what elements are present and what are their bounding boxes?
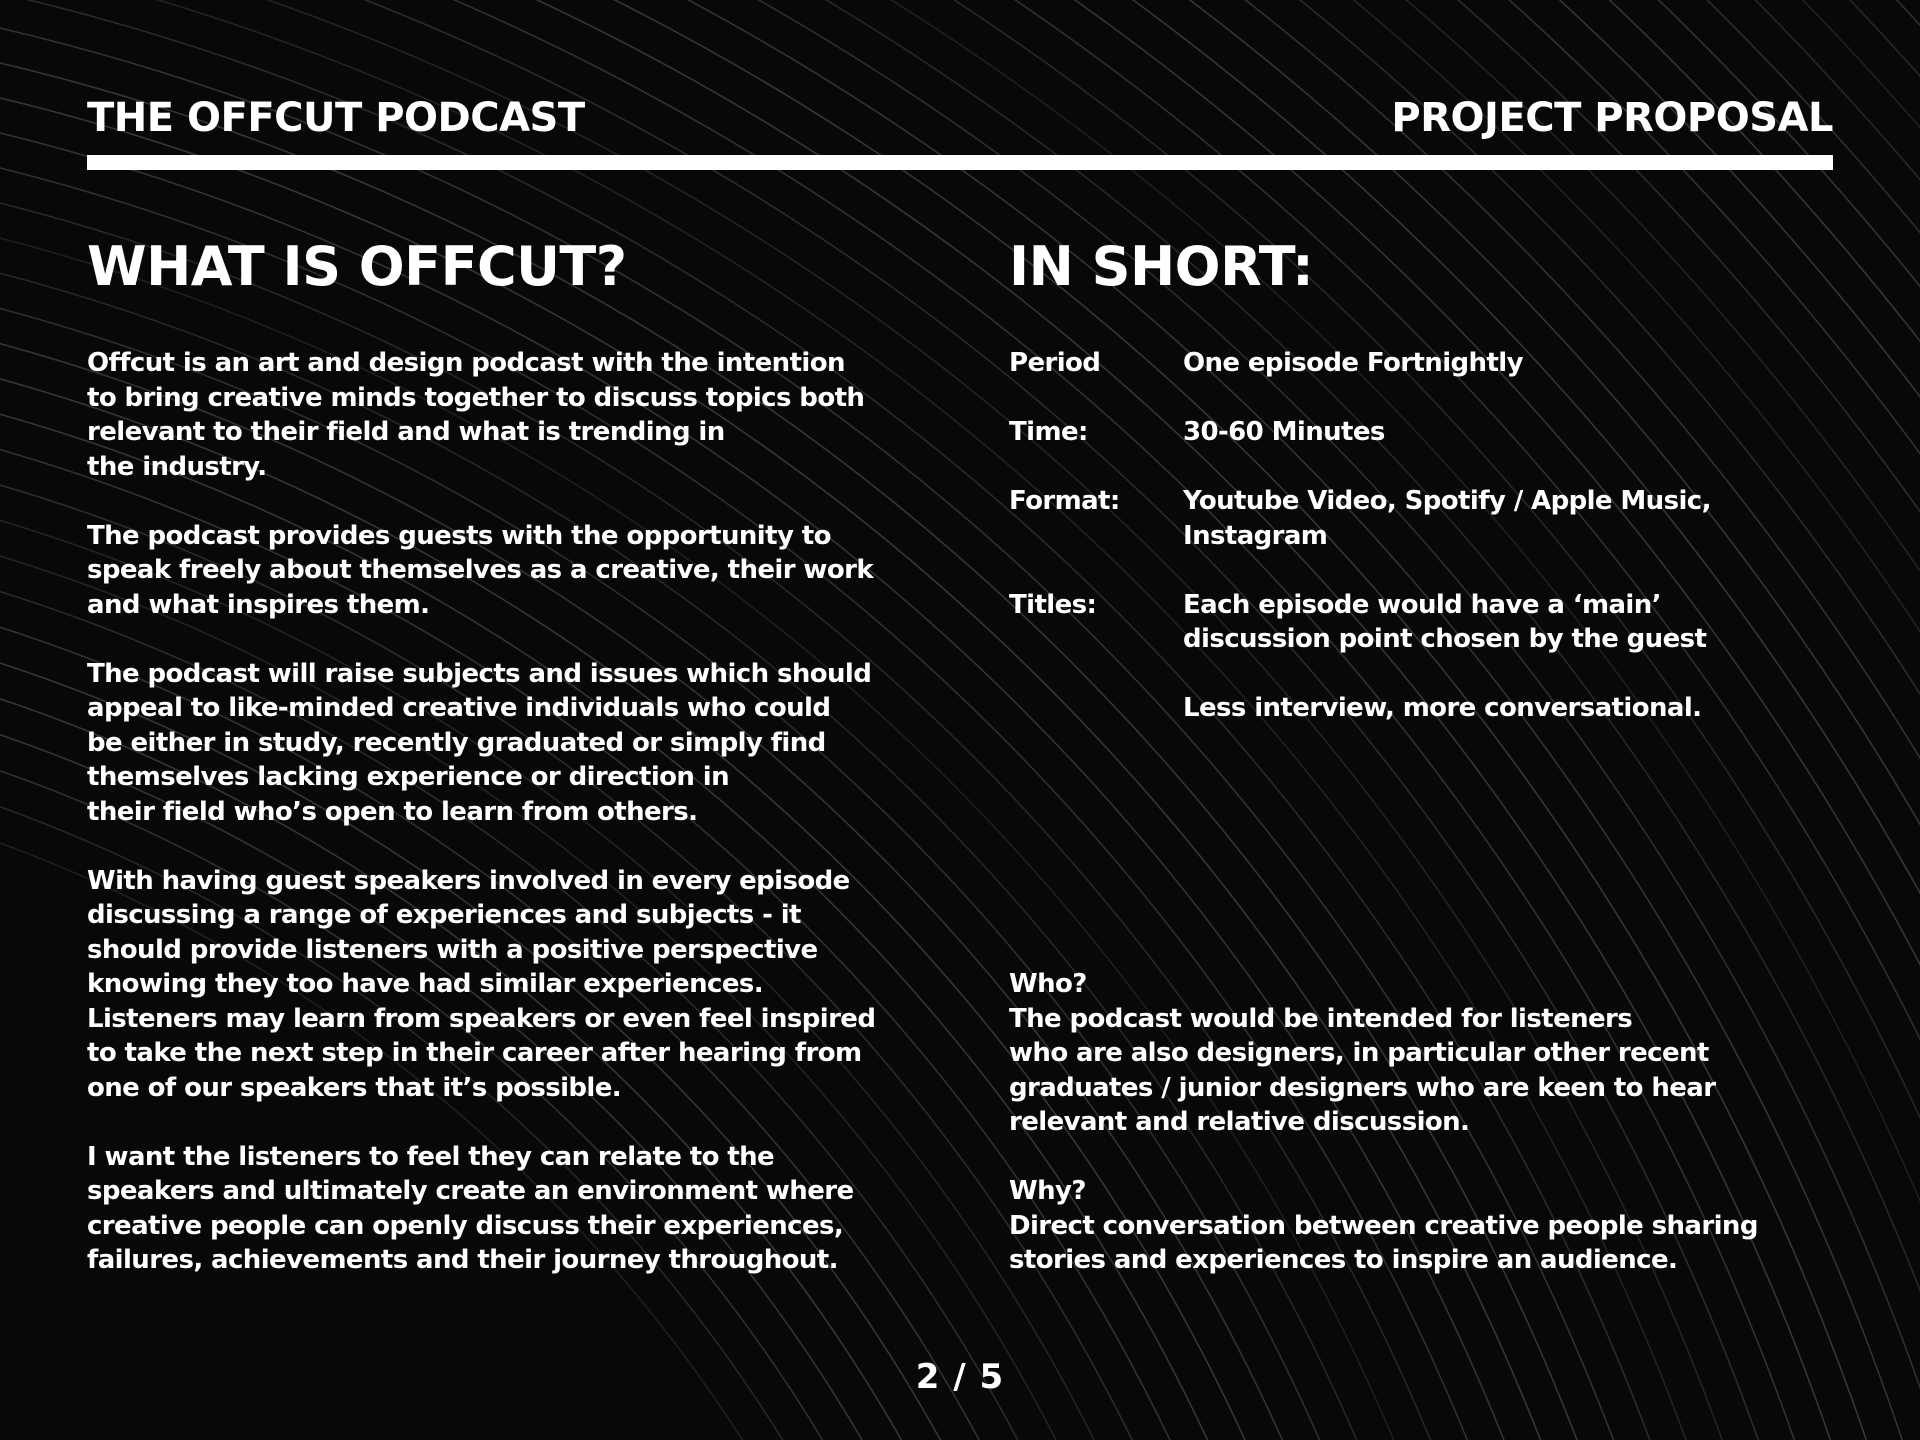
detail-value-line: 30-60 Minutes [1183, 417, 1385, 447]
description-paragraph [87, 864, 947, 1106]
paragraph-line: should provide listeners with a positive perspective [87, 934, 818, 965]
who-line: graduates / junior designers who are keen to hear [1009, 1072, 1716, 1103]
who-section [1009, 967, 1869, 1140]
who-title: Who? [1009, 969, 1087, 999]
detail-value [1183, 588, 1706, 657]
paragraph-line: The podcast will raise subjects and issues which should [87, 658, 872, 689]
what-is-offcut-heading: WHAT IS OFFCUT? [87, 235, 627, 298]
detail-label: Time: [1009, 417, 1088, 447]
detail-label: Format: [1009, 486, 1120, 516]
paragraph-line: I want the listeners to feel they can relate to the [87, 1141, 775, 1172]
who-line: who are also designers, in particular other recent [1009, 1038, 1709, 1068]
paragraph-line: the industry. [87, 451, 267, 482]
paragraph-line: knowing they too have had similar experiences. [87, 969, 763, 999]
detail-row-titles [1009, 588, 1869, 657]
detail-label: Titles: [1009, 589, 1097, 620]
detail-value-line: Less interview, more conversational. [1183, 693, 1702, 723]
paragraph-line: one of our speakers that it’s possible. [87, 1072, 622, 1103]
paragraph-line: The podcast provides guests with the opportunity to [87, 520, 831, 551]
paragraph-line: speakers and ultimately create an environment where [87, 1176, 854, 1206]
detail-row-format [1009, 484, 1869, 553]
why-title: Why? [1009, 1176, 1086, 1206]
paragraph-line: creative people can openly discuss their experiences, [87, 1210, 844, 1241]
paragraph-line: speak freely about themselves as a creative, their work [87, 555, 874, 585]
description-paragraph [87, 519, 947, 623]
paragraph-line: to take the next step in their career after hearing from [87, 1038, 862, 1068]
page-number: 2 / 5 [915, 1357, 1005, 1397]
offcut-description [87, 346, 947, 1312]
paragraph-line: With having guest speakers involved in every episode [87, 865, 850, 896]
paragraph-line: discussing a range of experiences and subjects - it [87, 900, 801, 930]
paragraph-line: Offcut is an art and design podcast with the intention [87, 348, 845, 378]
detail-value-line: Each episode would have a ‘main’ [1183, 589, 1661, 620]
who-line: The podcast would be intended for listeners [1009, 1003, 1633, 1034]
who-line: relevant and relative discussion. [1009, 1107, 1470, 1137]
detail-value-line: One episode Fortnightly [1183, 348, 1523, 378]
in-short-details [1009, 346, 1869, 760]
description-paragraph [87, 346, 947, 484]
paragraph-line: their field who’s open to learn from others. [87, 796, 698, 827]
paragraph-line: Listeners may learn from speakers or even feel inspired [87, 1003, 876, 1034]
description-paragraph [87, 657, 947, 830]
detail-value-line: Youtube Video, Spotify / Apple Music, [1183, 486, 1711, 516]
detail-value [1183, 346, 1523, 381]
detail-label: Period [1009, 348, 1101, 378]
detail-row-period [1009, 346, 1869, 381]
paragraph-line: failures, achievements and their journey throughout. [87, 1245, 838, 1275]
detail-value [1183, 415, 1385, 450]
paragraph-line: and what inspires them. [87, 589, 430, 620]
podcast-title: THE OFFCUT PODCAST [87, 95, 585, 141]
why-line: stories and experiences to inspire an audience. [1009, 1245, 1678, 1275]
document-type-title: PROJECT PROPOSAL [1391, 95, 1833, 141]
paragraph-line: to bring creative minds together to discuss topics both [87, 382, 865, 413]
detail-row-style [1009, 691, 1869, 726]
paragraph-line: appeal to like-minded creative individuals who could [87, 693, 831, 723]
why-section [1009, 1174, 1869, 1278]
paragraph-line: themselves lacking experience or direction in [87, 762, 729, 792]
description-paragraph [87, 1140, 947, 1278]
why-line: Direct conversation between creative people sharing [1009, 1210, 1758, 1241]
detail-label [1009, 691, 1183, 726]
detail-value [1183, 484, 1711, 553]
paragraph-line: be either in study, recently graduated or simply find [87, 727, 826, 758]
detail-row-time [1009, 415, 1869, 450]
header-divider [87, 155, 1833, 170]
in-short-heading: IN SHORT: [1009, 235, 1314, 298]
paragraph-line: relevant to their field and what is trending in [87, 417, 725, 447]
detail-value-line: discussion point chosen by the guest [1183, 624, 1707, 654]
detail-value-line: Instagram [1183, 520, 1328, 551]
detail-value [1183, 691, 1701, 726]
